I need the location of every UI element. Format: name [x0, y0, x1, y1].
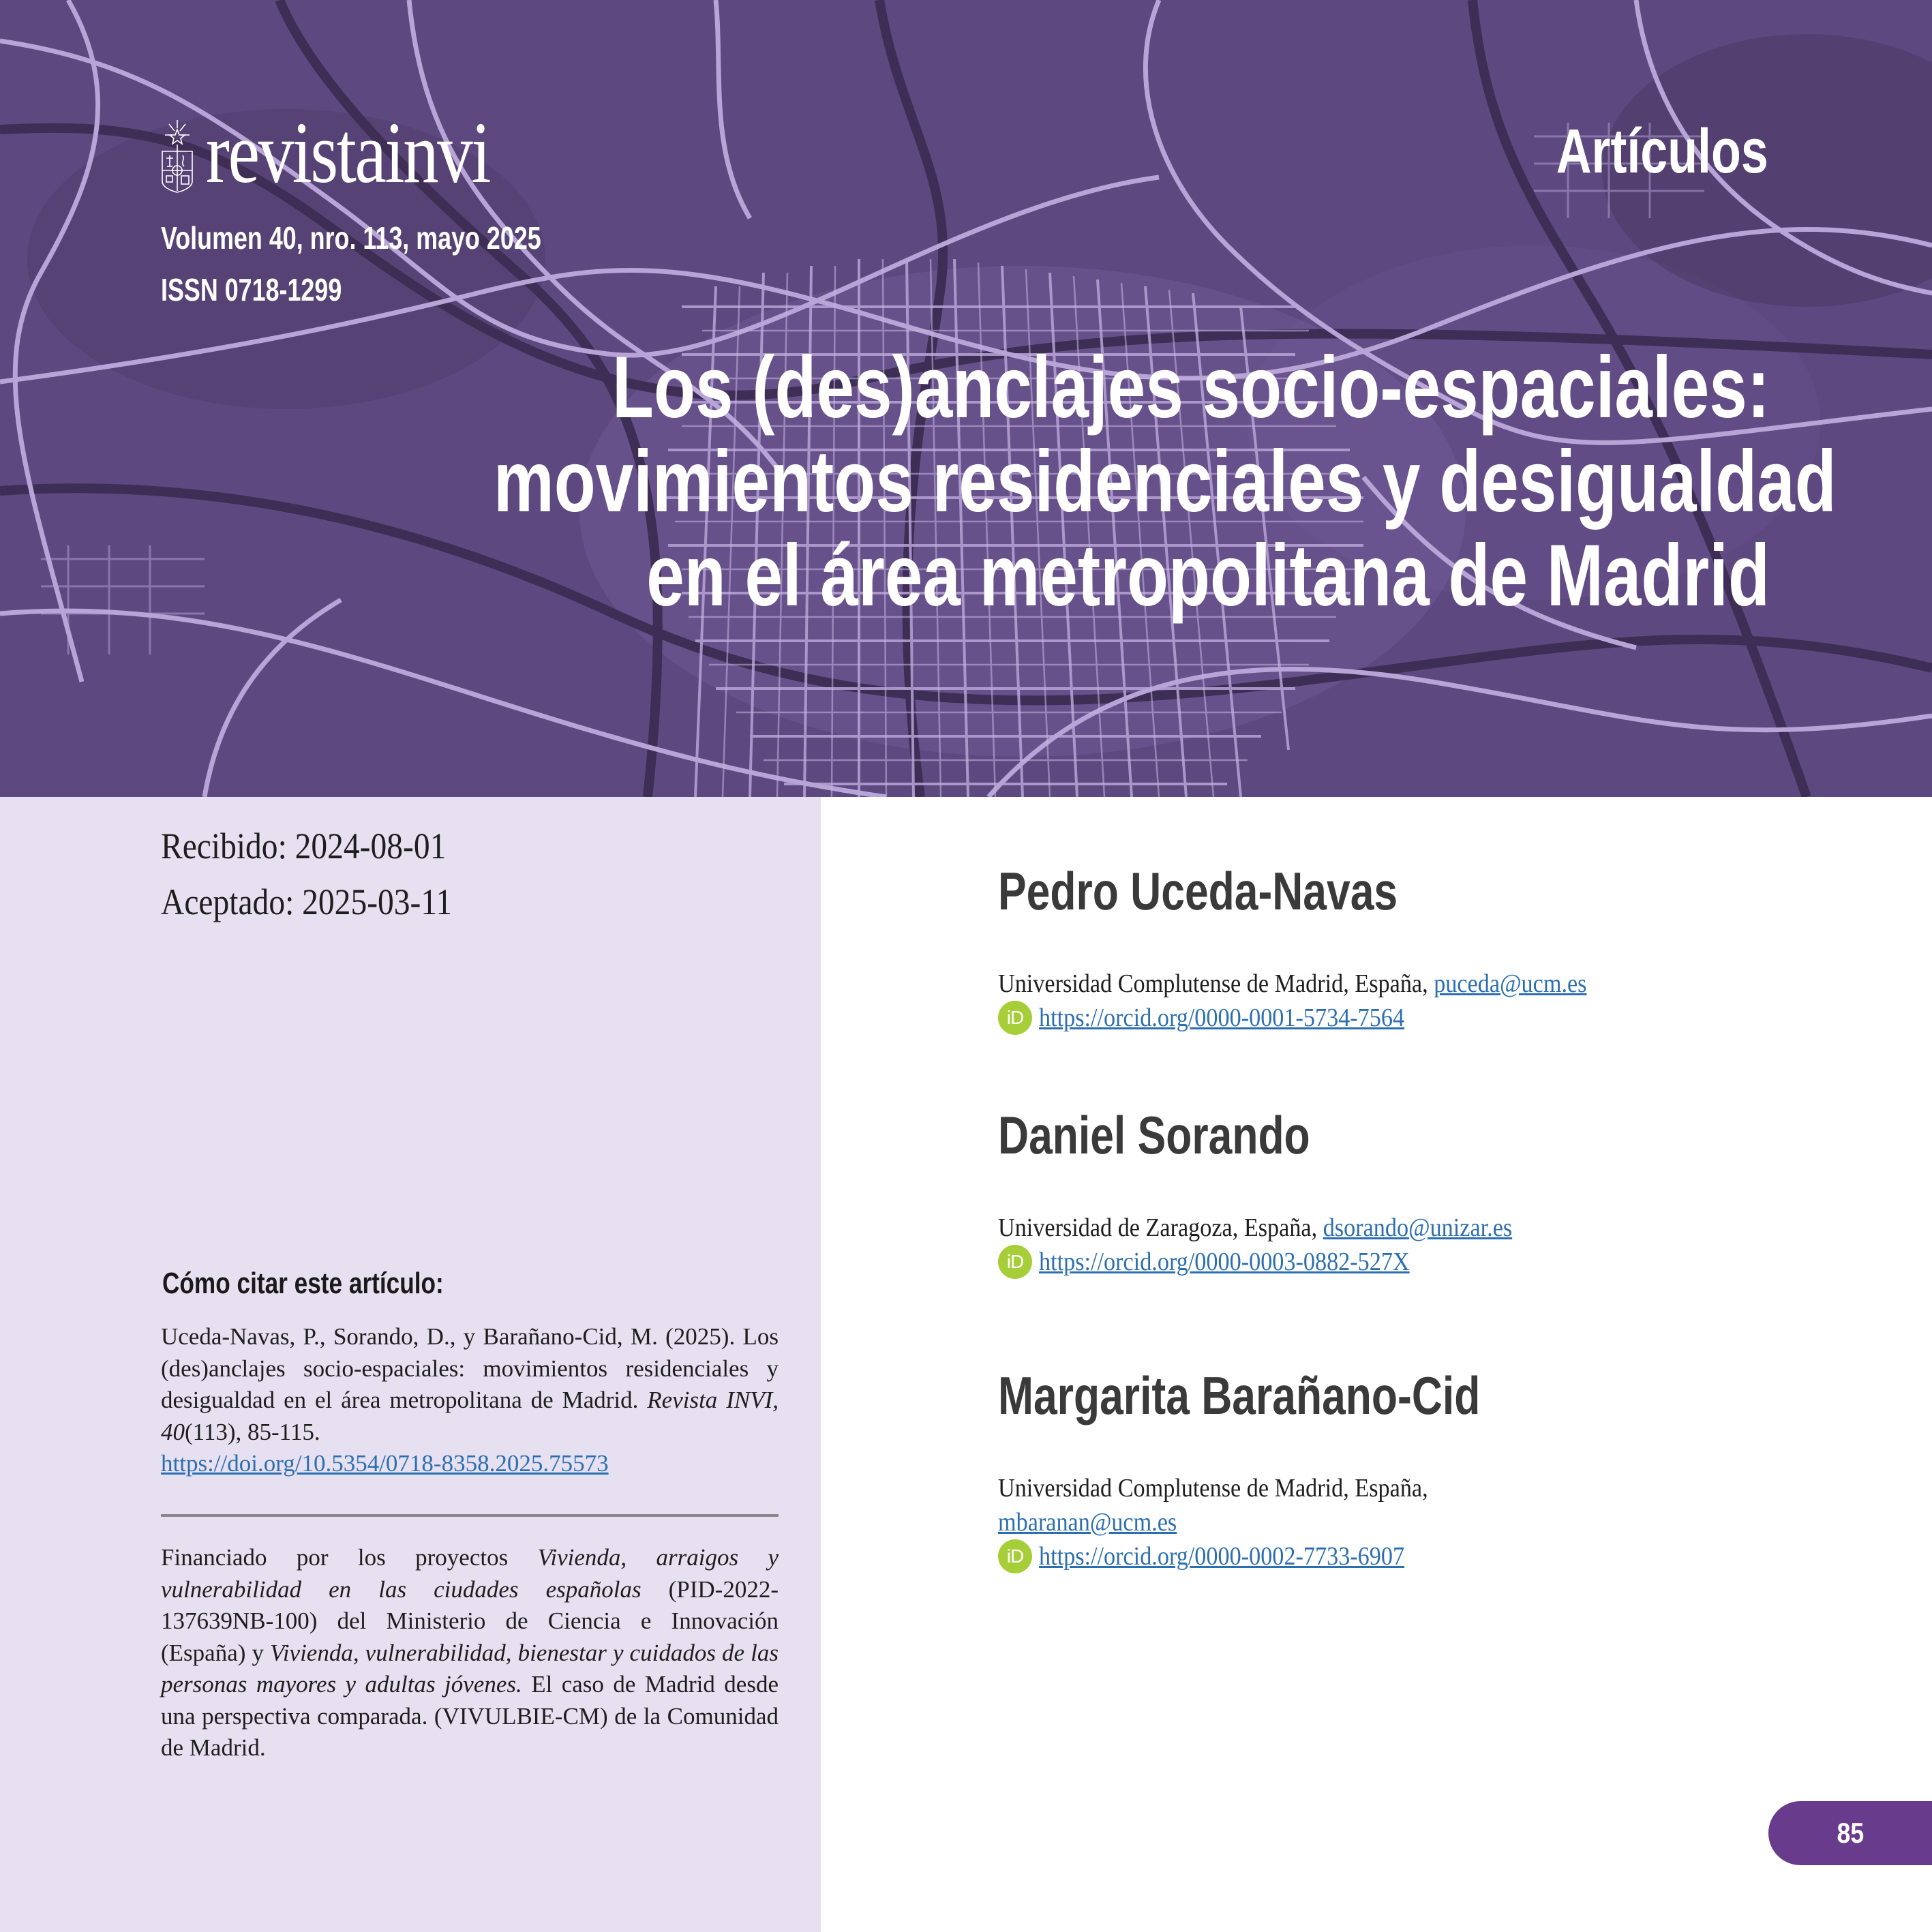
title-line: Los (des)anclajes socio-espaciales: — [612, 339, 1770, 436]
citation-issue: (113), 85-115. — [185, 1418, 320, 1445]
section-label: Artículos — [1556, 117, 1768, 186]
email-link[interactable]: dsorando@unizar.es — [1323, 1213, 1513, 1242]
project-name-1: Vivienda, arraigos y vulnerabilidad en las ciudades españolas — [161, 1544, 779, 1603]
journal-logo[interactable] — [160, 104, 552, 201]
divider — [161, 1514, 779, 1517]
email-link[interactable]: puceda@ucm.es — [1434, 969, 1587, 998]
citation-heading: Cómo citar este artículo: — [162, 1267, 444, 1300]
funding-text: Financiado por los proyectos — [161, 1544, 538, 1571]
author-name: Pedro Uceda-Navas — [998, 861, 1398, 921]
funding-text: (PID-2022-137639NB-100) del Ministerio de Ciencia e Innovación (España) y — [161, 1575, 779, 1666]
affiliation-text: Universidad Complutense de Madrid, España, — [998, 969, 1434, 998]
author-name: Margarita Barañano-Cid — [998, 1365, 1481, 1425]
journal-wordmark: revistainvi — [206, 104, 489, 201]
funding-text: El caso de Madrid desde una perspectiva comparada. (VIVULBIE-CM) de la Comunidad de Madrid. — [161, 1671, 779, 1761]
doi-link[interactable]: https://doi.org/10.5354/0718-8358.2025.75573 — [161, 1450, 609, 1477]
author-name: Daniel Sorando — [998, 1105, 1310, 1165]
citation-title: Los (des)anclajes socio-espaciales: movimientos residenciales y desigualdad en el área metropolitana de Madrid. — [161, 1323, 779, 1413]
project-name-2: Vivienda, vulnerabilidad, bienestar y cuidados de las personas mayores y adultas jóvenes. — [161, 1639, 779, 1697]
orcid-icon: iD — [998, 1539, 1032, 1573]
page-number-tab — [1768, 1801, 1932, 1865]
article-title — [134, 339, 1837, 624]
author-affiliation — [998, 967, 1782, 1035]
author-block — [998, 1365, 1782, 1573]
funding-note — [161, 1542, 779, 1764]
author-block — [998, 860, 1782, 1035]
received-date: Recibido: 2024-08-01 — [161, 826, 447, 866]
affiliation-text: Universidad Complutense de Madrid, España, — [998, 1474, 1428, 1503]
citation-authors: Uceda-Navas, P., Sorando, D., y Barañano-Cid, M. (2025). — [161, 1323, 736, 1350]
author-block — [998, 1104, 1782, 1279]
title-line: movimientos residenciales y desigualdad — [494, 433, 1837, 530]
orcid-link[interactable]: https://orcid.org/0000-0002-7733-6907 — [1039, 1542, 1405, 1571]
author-affiliation — [998, 1211, 1782, 1279]
volume-info: Volumen 40, nro. 113, mayo 2025 — [161, 220, 541, 256]
author-affiliation — [998, 1471, 1782, 1573]
accepted-date: Aceptado: 2025-03-11 — [161, 881, 453, 922]
orcid-link[interactable]: https://orcid.org/0000-0003-0882-527X — [1039, 1248, 1410, 1276]
title-line: en el área metropolitana de Madrid — [646, 527, 1770, 624]
orcid-icon: iD — [998, 1245, 1032, 1279]
page-number: 85 — [1837, 1817, 1864, 1849]
citation-journal: Revista INVI, 40 — [161, 1387, 779, 1445]
orcid-icon: iD — [998, 1001, 1032, 1035]
university-crest-icon — [160, 119, 195, 194]
affiliation-text: Universidad de Zaragoza, España, — [998, 1213, 1323, 1242]
orcid-link[interactable]: https://orcid.org/0000-0001-5734-7564 — [1039, 1003, 1405, 1032]
email-link[interactable]: mbaranan@ucm.es — [998, 1508, 1177, 1537]
citation-text — [161, 1321, 779, 1480]
cover-header — [0, 0, 1932, 797]
issn: ISSN 0718-1299 — [161, 272, 342, 307]
dates-block — [161, 818, 492, 930]
